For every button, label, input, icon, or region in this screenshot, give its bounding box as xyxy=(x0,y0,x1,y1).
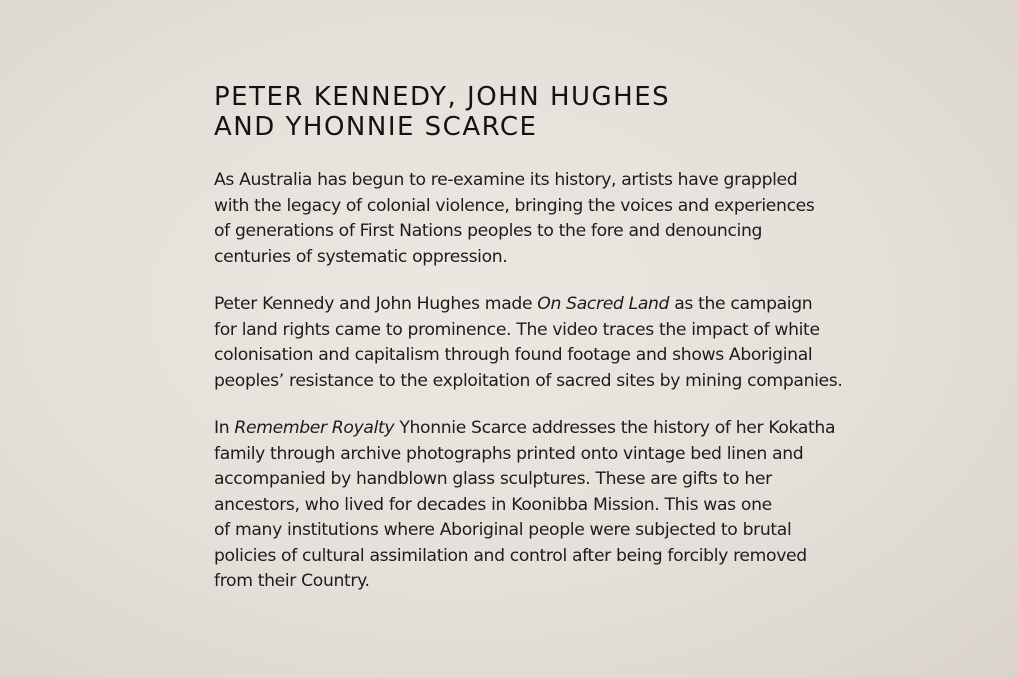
text-segment: Yhonnie Scarce addresses the history of her Kokatha xyxy=(394,418,836,438)
text-line: policies of cultural assimilation and control after being forcibly removed xyxy=(214,545,807,566)
artwork-title: On Sacred Land xyxy=(537,294,670,314)
paragraph-on-sacred-land xyxy=(214,292,894,394)
title-line: AND YHONNIE SCARCE xyxy=(214,112,538,142)
text-line xyxy=(214,292,894,318)
text-line xyxy=(214,416,894,442)
text-segment: Peter Kennedy and John Hughes made xyxy=(214,294,538,314)
text-line: family through archive photographs printed onto vintage bed linen and xyxy=(214,443,804,464)
text-line: of many institutions where Aboriginal people were subjected to brutal xyxy=(214,520,792,540)
text-segment: In xyxy=(214,418,235,438)
text-line: centuries of systematic oppression. xyxy=(214,246,508,267)
label-title xyxy=(214,82,894,142)
text-line: ancestors, who lived for decades in Koonibba Mission. This was one xyxy=(214,494,772,515)
text-segment: as the campaign xyxy=(669,294,813,314)
paragraph-remember-royalty xyxy=(214,416,894,595)
text-line: As Australia has begun to re-examine its history, artists have grappled xyxy=(214,170,798,190)
text-line: for land rights came to prominence. The video traces the impact of white xyxy=(214,319,820,340)
text-line: accompanied by handblown glass sculptures. These are gifts to her xyxy=(214,469,772,489)
text-line: from their Country. xyxy=(214,571,370,591)
text-line: peoples’ resistance to the exploitation of sacred sites by mining companies. xyxy=(214,370,843,391)
title-line: PETER KENNEDY, JOHN HUGHES xyxy=(214,82,671,112)
text-line: with the legacy of colonial violence, bringing the voices and experiences xyxy=(214,195,815,216)
label-body xyxy=(214,168,894,595)
text-line: of generations of First Nations peoples to the fore and denouncing xyxy=(214,221,763,241)
text-line: colonisation and capitalism through found footage and shows Aboriginal xyxy=(214,345,813,365)
paragraph-intro xyxy=(214,168,894,270)
artwork-title: Remember Royalty xyxy=(234,418,395,438)
wall-label xyxy=(214,82,894,617)
